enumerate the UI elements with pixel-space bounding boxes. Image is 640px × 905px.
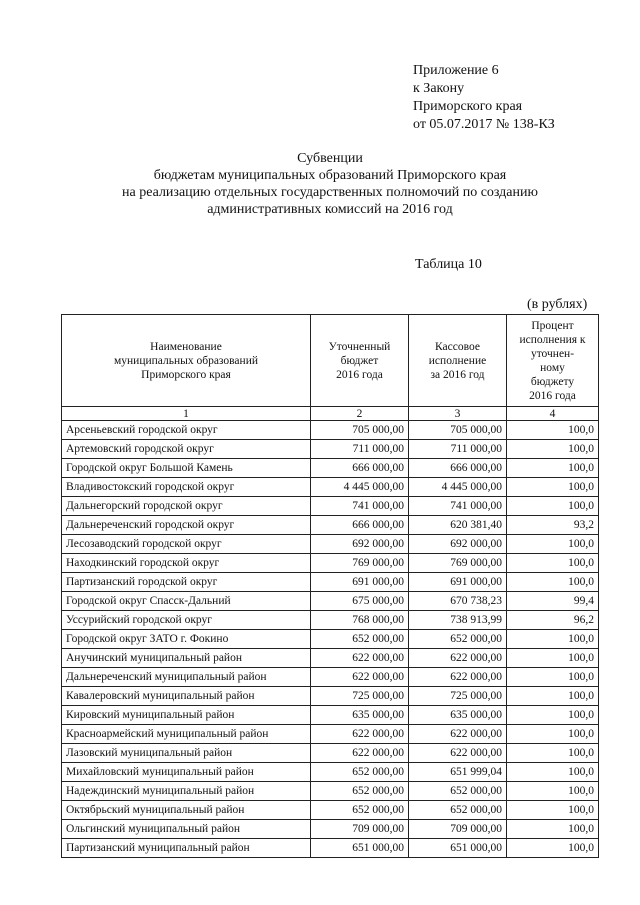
budget-cell: 622 000,00 [311,668,409,687]
budget-cell: 622 000,00 [311,649,409,668]
municipality-name-cell: Красноармейский муниципальный район [62,725,311,744]
budget-cell: 691 000,00 [311,573,409,592]
percent-cell: 100,0 [507,535,599,554]
execution-cell: 635 000,00 [409,706,507,725]
execution-cell: 651 999,04 [409,763,507,782]
percent-cell: 100,0 [507,649,599,668]
execution-cell: 652 000,00 [409,630,507,649]
execution-cell: 769 000,00 [409,554,507,573]
percent-cell: 100,0 [507,421,599,440]
budget-cell: 652 000,00 [311,630,409,649]
table-row [62,497,599,516]
execution-cell: 692 000,00 [409,535,507,554]
percent-cell: 100,0 [507,820,599,839]
municipality-name-cell: Анучинский муниципальный район [62,649,311,668]
budget-cell: 741 000,00 [311,497,409,516]
budget-cell: 666 000,00 [311,516,409,535]
municipality-name-cell: Ольгинский муниципальный район [62,820,311,839]
table-row [62,478,599,497]
execution-cell: 705 000,00 [409,421,507,440]
table-row [62,782,599,801]
column-number: 1 [62,407,311,421]
appendix-block [413,62,555,134]
municipality-name-cell: Надеждинский муниципальный район [62,782,311,801]
percent-cell: 100,0 [507,801,599,820]
appendix-line: Приложение 6 [413,63,499,78]
document-title [40,150,620,218]
table-row [62,820,599,839]
table-row [62,744,599,763]
budget-cell: 651 000,00 [311,839,409,858]
budget-cell: 635 000,00 [311,706,409,725]
municipality-name-cell: Кавалеровский муниципальный район [62,687,311,706]
title-line: Субвенции [297,151,363,166]
budget-cell: 652 000,00 [311,801,409,820]
municipality-name-cell: Городской округ ЗАТО г. Фокино [62,630,311,649]
execution-cell: 709 000,00 [409,820,507,839]
execution-cell: 620 381,40 [409,516,507,535]
municipality-name-cell: Лесозаводский городской округ [62,535,311,554]
percent-cell: 99,4 [507,592,599,611]
percent-cell: 100,0 [507,668,599,687]
appendix-line: к Закону [413,81,465,96]
table-row [62,725,599,744]
percent-cell: 100,0 [507,573,599,592]
table-row [62,763,599,782]
table-row [62,839,599,858]
percent-cell: 100,0 [507,478,599,497]
percent-cell: 96,2 [507,611,599,630]
column-number: 2 [311,407,409,421]
table-row [62,421,599,440]
municipality-name-cell: Уссурийский городской округ [62,611,311,630]
execution-cell: 741 000,00 [409,497,507,516]
budget-cell: 725 000,00 [311,687,409,706]
table-body [62,421,599,858]
municipality-name-cell: Михайловский муниципальный район [62,763,311,782]
municipality-name-cell: Партизанский городской округ [62,573,311,592]
budget-cell: 711 000,00 [311,440,409,459]
header-execution: Кассовое исполнение за 2016 год [409,315,507,407]
municipality-name-cell: Находкинский городской округ [62,554,311,573]
execution-cell: 622 000,00 [409,649,507,668]
percent-cell: 100,0 [507,497,599,516]
percent-cell: 100,0 [507,554,599,573]
title-line: бюджетам муниципальных образований Приморского края [153,168,507,183]
budget-cell: 675 000,00 [311,592,409,611]
percent-cell: 100,0 [507,744,599,763]
municipality-name-cell: Кировский муниципальный район [62,706,311,725]
municipality-name-cell: Дальнереченский муниципальный район [62,668,311,687]
budget-cell: 652 000,00 [311,763,409,782]
title-line: административных комиссий на 2016 год [207,202,453,217]
percent-cell: 100,0 [507,839,599,858]
execution-cell: 711 000,00 [409,440,507,459]
column-number: 4 [507,407,599,421]
percent-cell: 100,0 [507,782,599,801]
table-row [62,573,599,592]
title-line: на реализацию отдельных государственных полномочий по созданию [122,185,538,200]
table-row [62,516,599,535]
municipality-name-cell: Арсеньевский городской округ [62,421,311,440]
execution-cell: 651 000,00 [409,839,507,858]
table-row [62,459,599,478]
appendix-line: от 05.07.2017 № 138-КЗ [413,117,555,132]
table-row [62,801,599,820]
header-row [62,315,599,407]
column-number-row [62,407,599,421]
subventions-table [61,314,599,858]
execution-cell: 670 738,23 [409,592,507,611]
table-label: Таблица 10 [415,257,482,272]
appendix-line: Приморского края [413,99,523,114]
table-row [62,440,599,459]
execution-cell: 666 000,00 [409,459,507,478]
header-name: Наименование муниципальных образований Приморского края [62,315,311,407]
budget-cell: 4 445 000,00 [311,478,409,497]
budget-cell: 769 000,00 [311,554,409,573]
municipality-name-cell: Городской округ Спасск-Дальний [62,592,311,611]
execution-cell: 622 000,00 [409,725,507,744]
percent-cell: 100,0 [507,706,599,725]
table-row [62,554,599,573]
percent-cell: 100,0 [507,725,599,744]
budget-cell: 622 000,00 [311,744,409,763]
municipality-name-cell: Владивостокский городской округ [62,478,311,497]
execution-cell: 691 000,00 [409,573,507,592]
municipality-name-cell: Дальнегорский городской округ [62,497,311,516]
municipality-name-cell: Городской округ Большой Камень [62,459,311,478]
budget-cell: 709 000,00 [311,820,409,839]
municipality-name-cell: Партизанский муниципальный район [62,839,311,858]
table-row [62,592,599,611]
table-row [62,535,599,554]
budget-cell: 652 000,00 [311,782,409,801]
execution-cell: 738 913,99 [409,611,507,630]
percent-cell: 100,0 [507,630,599,649]
budget-cell: 666 000,00 [311,459,409,478]
table-row [62,649,599,668]
execution-cell: 4 445 000,00 [409,478,507,497]
header-budget: Уточненный бюджет 2016 года [311,315,409,407]
municipality-name-cell: Артемовский городской округ [62,440,311,459]
table-row [62,706,599,725]
column-number: 3 [409,407,507,421]
execution-cell: 652 000,00 [409,801,507,820]
table-row [62,687,599,706]
budget-cell: 705 000,00 [311,421,409,440]
percent-cell: 100,0 [507,440,599,459]
units-label: (в рублях) [527,297,588,312]
percent-cell: 100,0 [507,459,599,478]
percent-cell: 100,0 [507,687,599,706]
execution-cell: 622 000,00 [409,744,507,763]
table-row [62,611,599,630]
table-row [62,668,599,687]
execution-cell: 622 000,00 [409,668,507,687]
percent-cell: 93,2 [507,516,599,535]
header-percent: Процент исполнения к уточнен- ному бюджету 2016 года [507,315,599,407]
municipality-name-cell: Дальнереченский городской округ [62,516,311,535]
execution-cell: 652 000,00 [409,782,507,801]
percent-cell: 100,0 [507,763,599,782]
execution-cell: 725 000,00 [409,687,507,706]
budget-cell: 768 000,00 [311,611,409,630]
municipality-name-cell: Октябрьский муниципальный район [62,801,311,820]
municipality-name-cell: Лазовский муниципальный район [62,744,311,763]
budget-cell: 692 000,00 [311,535,409,554]
table-row [62,630,599,649]
budget-cell: 622 000,00 [311,725,409,744]
